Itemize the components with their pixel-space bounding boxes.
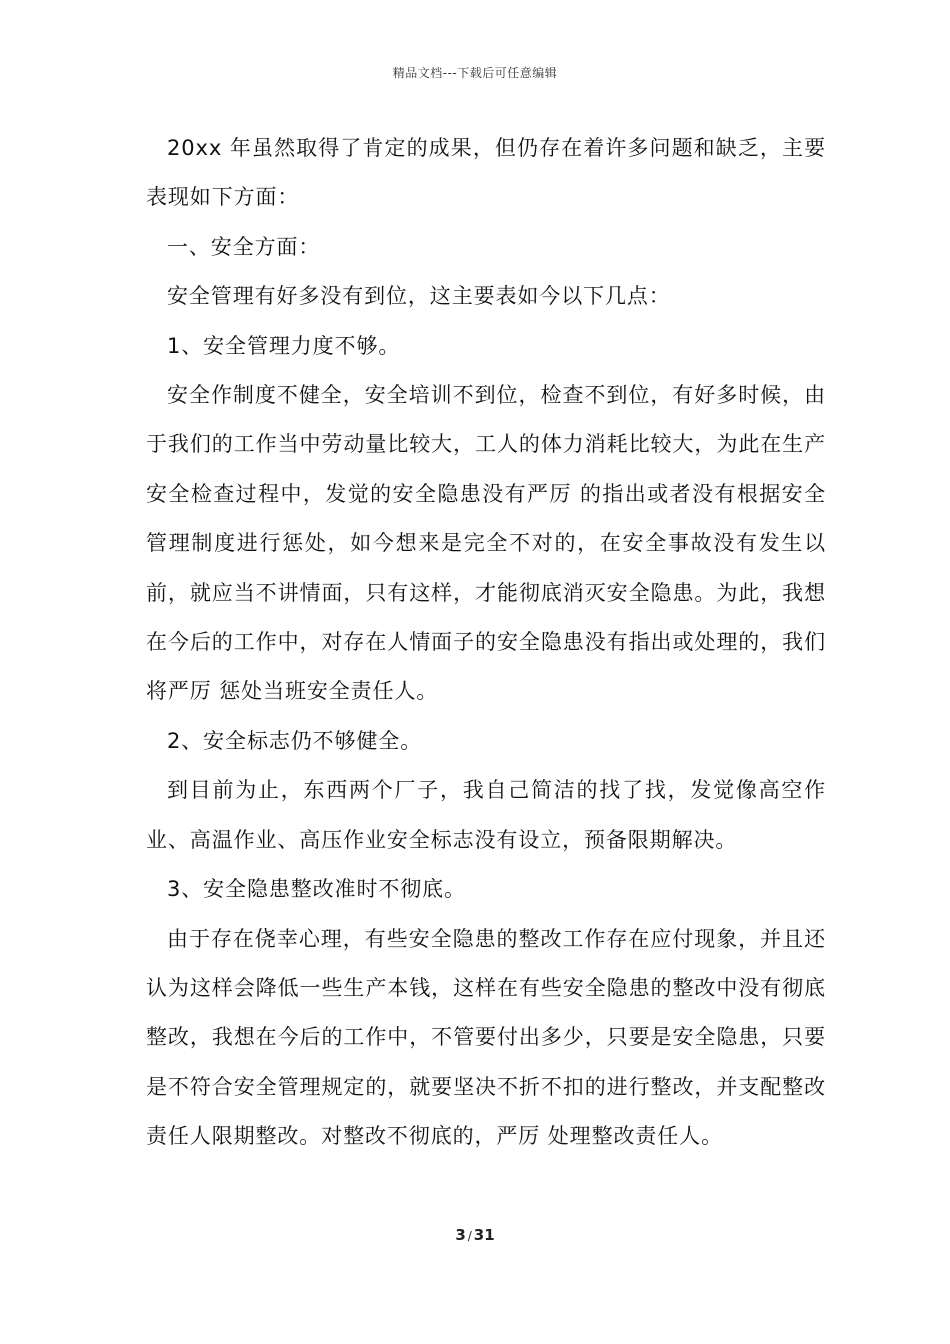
page-separator: / bbox=[467, 1229, 472, 1243]
paragraph-safety-summary: 安全管理有好多没有到位，这主要表如今以下几点： bbox=[167, 284, 671, 309]
page-number bbox=[0, 1226, 950, 1244]
paragraph-intro: 20xx 年虽然取得了肯定的成果，但仍存在着许多问题和缺乏，主要表现如下方面： bbox=[146, 136, 826, 210]
item-heading-1: 1、安全管理力度不够。 bbox=[167, 333, 401, 358]
page-header: 精品文档---下载后可任意编辑 bbox=[392, 66, 558, 80]
paragraph-item-2: 到目前为止，东西两个厂子，我自己简洁的找了找，发觉像高空作业、高温作业、高压作业安全标志没有设立，预备限期解决。 bbox=[146, 778, 826, 852]
paragraph-item-1: 安全作制度不健全，安全培训不到位，检查不到位，有好多时候，由于我们的工作当中劳动量比较大，工人的体力消耗比较大，为此在生产安全检查过程中，发觉的安全隐患没有严厉 的指出或者没有根据安全管理制度进行惩处，如今想来是完全不对的，在安全事故没有发生以前，就应当不讲情面，只有这样，才能彻底消灭安全隐患。为此，我想在今后的工作中，对存在人情面子的安全隐患没有指出或处理的，我们将严厉 惩处当班安全责任人。 bbox=[146, 383, 826, 704]
section-heading-safety: 一、安全方面： bbox=[167, 234, 321, 259]
item-heading-2: 2、安全标志仍不够健全。 bbox=[167, 728, 423, 753]
current-page-number: 3 bbox=[455, 1226, 466, 1244]
item-heading-3: 3、安全隐患整改准时不彻底。 bbox=[167, 877, 466, 902]
paragraph-item-3: 由于存在侥幸心理，有些安全隐患的整改工作存在应付现象，并且还认为这样会降低一些生产本钱，这样在有些安全隐患的整改中没有彻底整改，我想在今后的工作中，不管要付出多少，只要是安全隐患，只要是不符合安全管理规定的，就要坚决不折不扣的进行整改，并支配整改责任人限期整改。对整改不彻底的，严厉 处理整改责任人。 bbox=[146, 926, 826, 1149]
document-body bbox=[146, 124, 826, 1162]
total-page-count: 31 bbox=[473, 1226, 495, 1244]
